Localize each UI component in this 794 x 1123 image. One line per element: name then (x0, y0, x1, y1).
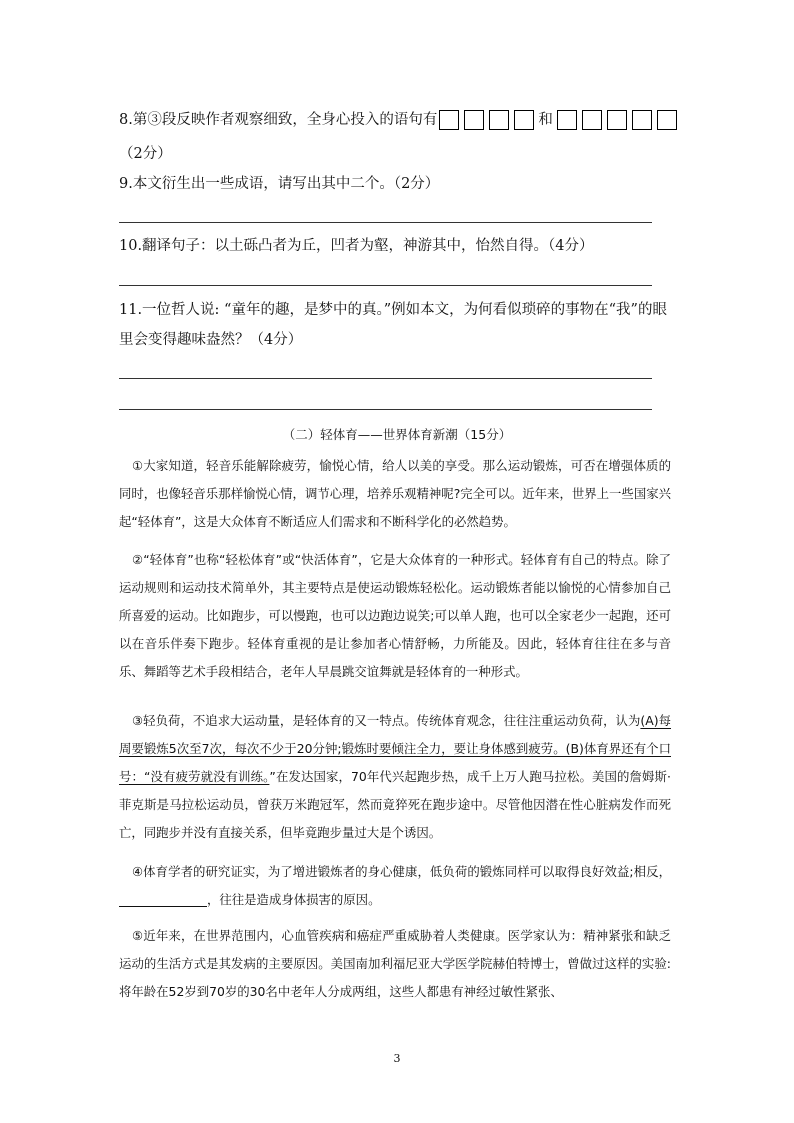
answer-box[interactable] (632, 110, 652, 130)
answer-box[interactable] (489, 110, 509, 130)
paragraph-3-rest: ”在发达国家，70年代兴起跑步热，成千上万人跑马拉松。美国的詹姆斯·菲克斯是马拉松运动员，曾获万米跑冠军，然而竟猝死在跑步途中。尽管他因潜在性心脏病发作而死亡，同跑步并没有直接关系，但毕竟跑步量过大是个诱因。 (119, 769, 671, 841)
answer-box[interactable] (607, 110, 627, 130)
answer-boxes-second (557, 110, 677, 130)
question-10: 10.翻译句子：以土砾凸者为丘，凹者为壑，神游其中，怡然自得。（4分） (119, 238, 594, 254)
underlined-sentences-a-b: (A)每周要锻炼5次至7次，每次不少于20分钟;锻炼时要倾注全力，要让身体感到疲劳。(B)体育界还有个口号：“没有疲劳就没有训练。 (119, 713, 671, 785)
answer-box[interactable] (657, 110, 677, 130)
question-8-score: （2分） (119, 146, 172, 162)
paragraph-4 (119, 858, 671, 914)
answer-box[interactable] (582, 110, 602, 130)
paragraph-4-rest: ，往往是造成身体损害的原因。 (207, 892, 381, 908)
paragraph-3 (119, 707, 671, 847)
fill-in-blank[interactable] (119, 892, 207, 907)
paragraph-4-lead: ④体育学者的研究证实，为了增进锻炼者的身心健康，低负荷的锻炼同样可以取得良好效益;相反， (132, 864, 671, 879)
question-8-text: 8.第③段反映作者观察细致，全身心投入的语句有 (119, 112, 438, 128)
question-9: 9.本文衍生出一些成语，请写出其中二个。（2分） (119, 176, 440, 192)
answer-line (119, 378, 652, 379)
paragraph-5: ⑤近年来，在世界范围内，心血管疾病和癌症严重威胁着人类健康。医学家认为：精神紧张和缺乏运动的生活方式是其发病的主要原因。美国南加利福尼亚大学医学院赫伯特博士，曾做过这样的实验:将年龄在52岁到70岁的30名中老年人分成两组，这些人都患有神经过敏性紧张、 (119, 928, 671, 1000)
answer-line (119, 285, 652, 286)
paragraph-3-lead: ③轻负荷，不追求大运动量，是轻体育的又一特点。传统体育观念，往往注重运动负荷，认为 (132, 713, 641, 728)
question-8 (119, 110, 679, 130)
answer-box[interactable] (557, 110, 577, 130)
paragraph-1: ①大家知道，轻音乐能解除疲劳，愉悦心情，给人以美的享受。那么运动锻炼，可否在增强体质的同时，也像轻音乐那样愉悦心情，调节心理，培养乐观精神呢?完全可以。近年来，世界上一些国家兴起“轻体育”，这是大众体育不断适应人们需求和不断科学化的必然趋势。 (119, 458, 671, 530)
paragraph-2: ②“轻体育”也称“轻松体育”或“快活体育”，它是大众体育的一种形式。轻体育有自己的特点。除了运动规则和运动技术简单外，其主要特点是使运动锻炼轻松化。运动锻炼者能以愉悦的心情参加自己所喜爱的运动。比如跑步，可以慢跑，也可以边跑边说笑;可以单人跑，也可以全家老少一起跑，还可以在音乐伴奏下跑步。轻体育重视的是让参加者心情舒畅，力所能及。因此，轻体育往往在多与音乐、舞蹈等艺术手段相结合，老年人早晨跳交谊舞就是轻体育的一种形式。 (119, 552, 671, 680)
answer-boxes-first (439, 110, 534, 130)
section-title: （二）轻体育——世界体育新潮（15分） (282, 427, 512, 442)
question-11-line-2: 里会变得趣味盎然？（4分） (119, 332, 303, 348)
answer-line (119, 409, 652, 410)
answer-box[interactable] (514, 110, 534, 130)
answer-line (119, 222, 652, 223)
question-11-line-1: 11.一位哲人说: “童年的趣，是梦中的真。”例如本文，为何看似琐碎的事物在“我”的眼 (119, 302, 667, 318)
page-number: 3 (393, 1052, 401, 1065)
question-8-and: 和 (538, 112, 553, 128)
answer-box[interactable] (464, 110, 484, 130)
answer-box[interactable] (439, 110, 459, 130)
